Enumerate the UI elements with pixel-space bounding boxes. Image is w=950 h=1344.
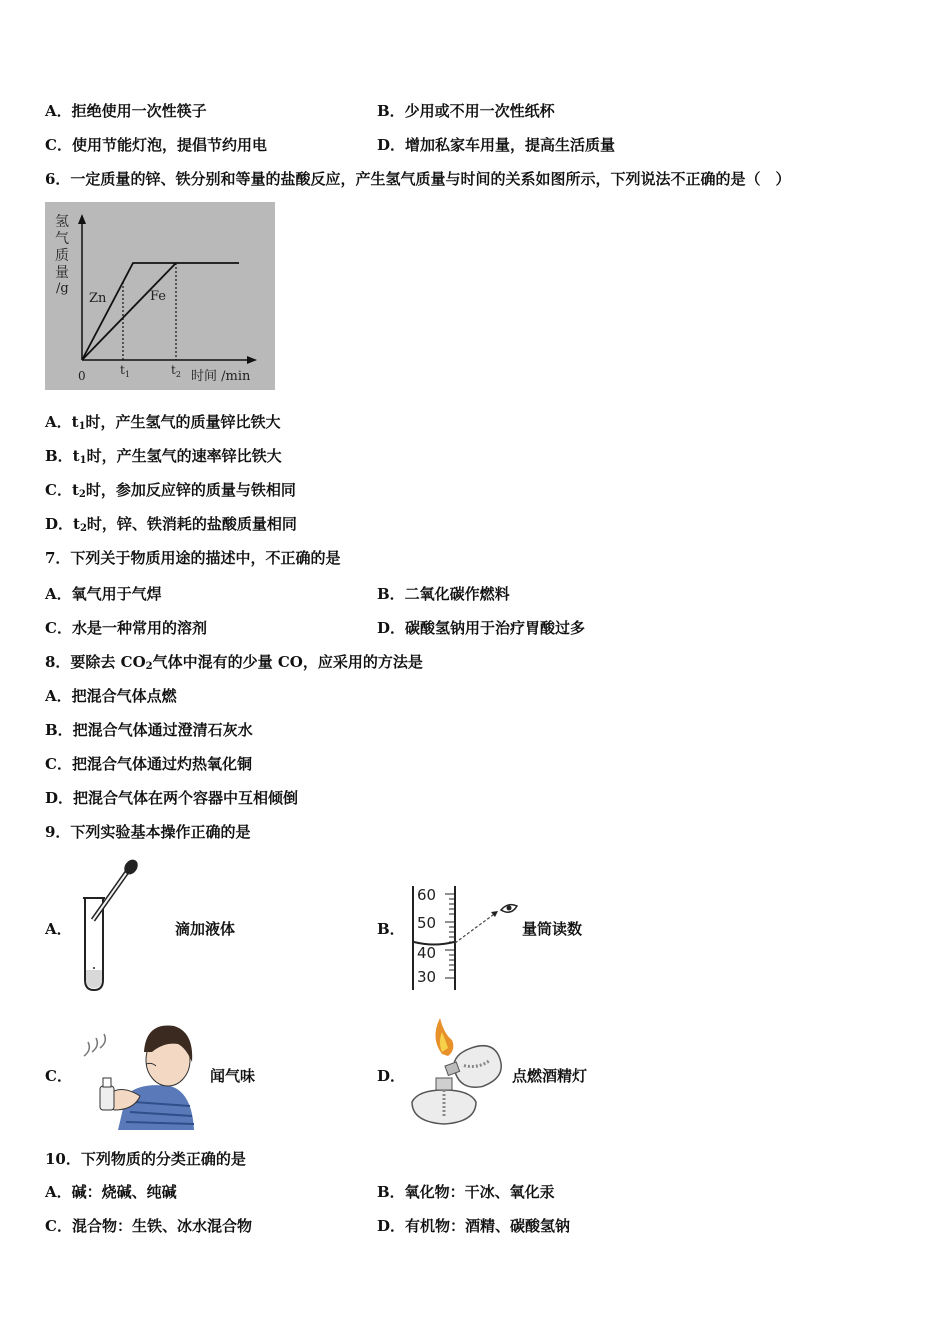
q10-stem: 10．下列物质的分类正确的是	[45, 1150, 246, 1168]
xlabel: 时间 /min	[191, 369, 251, 384]
q5-option-c: C．使用节能灯泡，提倡节约用电	[45, 136, 267, 154]
q8-option-d: D．把混合气体在两个容器中互相倾倒	[45, 789, 299, 807]
q7-option-a: A．氧气用于气焊	[45, 585, 162, 603]
ylabel-char-3: 质	[55, 248, 69, 264]
x-axis-arrow	[247, 356, 257, 364]
q9-option-b-letter: B．	[377, 920, 405, 938]
q6-stem: 6．一定质量的锌、铁分别和等量的盐酸反应，产生氢气质量与时间的关系如图所示，下列说法不正确的是（ ）	[45, 170, 791, 188]
q10-option-b: B．氧化物：干冰、氧化汞	[377, 1183, 555, 1201]
ylabel-char-2: 气	[55, 231, 69, 247]
q7-option-b: B．二氧化碳作燃料	[377, 585, 510, 603]
ylabel-char-5: /g	[56, 281, 69, 296]
q7-option-c: C．水是一种常用的溶剂	[45, 619, 207, 637]
y-axis-arrow	[78, 214, 86, 224]
q8-option-b: B．把混合气体通过澄清石灰水	[45, 721, 253, 739]
origin-label: 0	[78, 369, 86, 383]
graduated-cylinder-figure	[405, 882, 525, 994]
q10-option-d: D．有机物：酒精、碳酸氢钠	[377, 1217, 571, 1235]
q9-option-b-caption: 量筒读数	[522, 920, 583, 938]
q9-option-d-letter: D．	[377, 1067, 406, 1085]
q8-stem: 8．要除去 $CO_2$气体中混有的少量 CO，应采用的方法是	[45, 653, 423, 672]
svg-text:30: 30	[417, 968, 437, 986]
q8-option-c: C．把混合气体通过灼热氧化铜	[45, 755, 252, 773]
q9-option-a-caption: 滴加液体	[175, 920, 236, 938]
ylabel-char-4: 量	[55, 265, 69, 281]
q5-option-b: B．少用或不用一次性纸杯	[377, 102, 555, 120]
ylabel-char-1: 氢	[55, 214, 69, 230]
t1-label: $t_1$	[120, 363, 130, 379]
t2-label: $t_2$	[171, 363, 181, 379]
zn-label: Zn	[89, 291, 107, 306]
q6-option-d: D．$t_2$时，锌、铁消耗的盐酸质量相同	[45, 515, 297, 534]
q6-option-a: A．$t_1$时，产生氢气的质量锌比铁大	[45, 413, 281, 432]
q7-stem: 7．下列关于物质用途的描述中，不正确的是	[45, 549, 341, 567]
q9-option-a-letter: A．	[45, 920, 72, 938]
svg-text:60: 60	[417, 886, 437, 904]
q5-option-d: D．增加私家车用量，提高生活质量	[377, 136, 616, 154]
dropper-icon	[75, 858, 145, 994]
q9-option-c-caption: 闻气味	[210, 1067, 256, 1085]
fe-curve	[82, 263, 176, 360]
q9-option-d-caption: 点燃酒精灯	[512, 1067, 588, 1085]
fe-label: Fe	[150, 289, 167, 304]
svg-text:50: 50	[417, 914, 437, 932]
alcohol-lamp-icon	[404, 1014, 512, 1126]
q6-option-c: C．$t_2$时，参加反应锌的质量与铁相同	[45, 481, 296, 500]
q10-option-a: A．碱：烧碱、纯碱	[45, 1183, 177, 1201]
q6-graph	[45, 202, 275, 390]
person-smelling-icon	[78, 1012, 200, 1132]
q8-option-a: A．把混合气体点燃	[45, 687, 177, 705]
q9-stem: 9．下列实验基本操作正确的是	[45, 823, 251, 841]
q7-option-d: D．碳酸氢钠用于治疗胃酸过多	[377, 619, 586, 637]
zn-curve	[82, 263, 239, 360]
alcohol-lamp-figure	[404, 1014, 512, 1126]
graduated-cylinder-icon	[405, 882, 525, 994]
svg-text:40: 40	[417, 944, 437, 962]
q10-option-c: C．混合物：生铁、冰水混合物	[45, 1217, 252, 1235]
q6-option-b: B．$t_1$时，产生氢气的速率锌比铁大	[45, 447, 282, 466]
smelling-figure	[78, 1012, 200, 1132]
hydrogen-time-graph	[45, 202, 275, 390]
dropper-test-tube-figure	[75, 858, 145, 994]
q5-option-a: A．拒绝使用一次性筷子	[45, 102, 207, 120]
q9-option-c-letter: C．	[45, 1067, 72, 1085]
